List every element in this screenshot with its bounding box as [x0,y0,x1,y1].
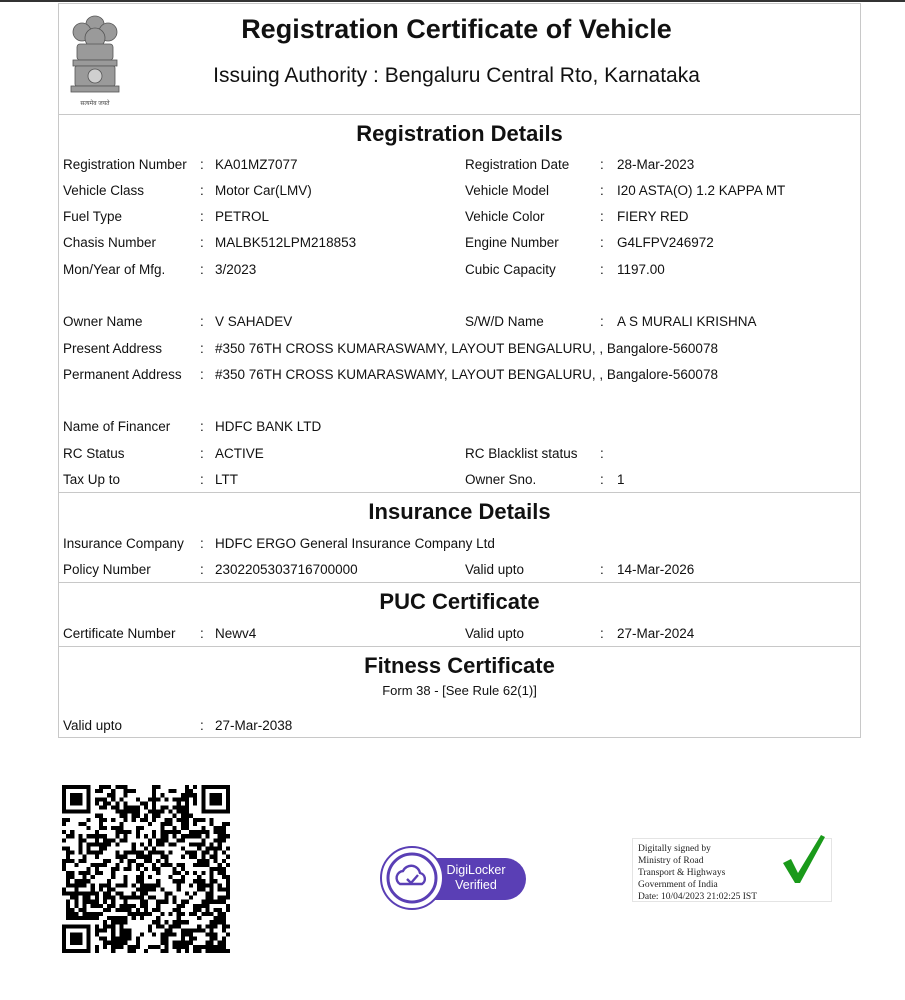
permanent-address-value: #350 76TH CROSS KUMARASWAMY, LAYOUT BENGALURU, , Bangalore-560078 [215,367,718,382]
rc-status-row [59,446,860,466]
present-address-value: #350 76TH CROSS KUMARASWAMY, LAYOUT BENGALURU, , Bangalore-560078 [215,341,718,356]
page-title: Registration Certificate of Vehicle [241,14,672,44]
colon: : [200,262,204,277]
colon: : [200,157,204,172]
divider [59,492,860,493]
puc-certificate-title: PUC Certificate [379,589,540,614]
detail-row [59,157,860,177]
owner-name-value: V SAHADEV [215,314,293,329]
colon: : [200,183,204,198]
fitness-row [59,718,860,738]
colon: : [600,235,604,250]
field-value: I20 ASTA(O) 1.2 KAPPA MT [617,183,786,198]
field-value: FIERY RED [617,209,689,224]
certificate-number-label: Certificate Number [63,626,176,641]
field-value: Motor Car(LMV) [215,183,312,198]
policy-number-value: 2302205303716700000 [215,562,358,577]
puc-valid-value: 27-Mar-2024 [617,626,695,641]
digital-signature-box [632,838,832,902]
puc-row [59,626,860,646]
signature-line: Date: 10/04/2023 21:02:25 IST [638,892,758,902]
detail-row [59,262,860,282]
digilocker-text [436,863,516,893]
permanent-address-label: Permanent Address [63,367,182,382]
insurance-valid-value: 14-Mar-2026 [617,562,695,577]
field-value: MALBK512LPM218853 [215,235,357,250]
field-value: 3/2023 [215,262,257,277]
rc-status-value: ACTIVE [215,446,264,461]
rc-blacklist-label: RC Blacklist status [465,446,578,461]
detail-row [59,183,860,203]
field-label: Mon/Year of Mfg. [63,262,166,277]
field-label: Vehicle Model [465,183,550,198]
colon: : [600,314,604,329]
financer-label: Name of Financer [63,419,171,434]
signature-line: Transport & Highways [638,868,726,878]
digilocker-verified-badge [380,846,528,910]
policy-row [59,562,860,582]
colon: : [200,536,204,551]
signature-line: Government of India [638,880,718,890]
insurance-company-value: HDFC ERGO General Insurance Company Ltd [215,536,495,551]
owner-row [59,314,860,334]
signature-line: Ministry of Road [638,856,704,866]
policy-number-label: Policy Number [63,562,151,577]
puc-valid-label: Valid upto [465,626,525,641]
certificate-number-value: Newv4 [215,626,257,641]
colon: : [600,446,604,461]
registration-details-title: Registration Details [356,121,563,146]
issuing-authority: Issuing Authority : Bengaluru Central Rto, Karnataka [213,64,700,87]
colon: : [600,262,604,277]
present-address-row [59,341,860,361]
digilocker-line1: DigiLocker [446,863,506,877]
colon: : [200,209,204,224]
colon: : [200,562,204,577]
swd-name-value: A S MURALI KRISHNA [617,314,757,329]
insurance-details-title: Insurance Details [368,499,551,524]
signature-text [638,843,757,903]
owner-name-label: Owner Name [63,314,143,329]
field-label: Vehicle Class [63,183,145,198]
field-label: Vehicle Color [465,209,545,224]
top-rule [0,0,905,2]
certificate-header [59,4,860,115]
detail-row [59,235,860,255]
colon: : [600,472,604,487]
owner-sno-label: Owner Sno. [465,472,537,487]
fitness-form-note: Form 38 - [See Rule 62(1)] [382,683,537,698]
checkmark-icon [781,833,825,885]
tax-label: Tax Up to [63,472,121,487]
fitness-certificate-title: Fitness Certificate [364,653,555,678]
colon: : [200,314,204,329]
colon: : [200,419,204,434]
colon: : [200,341,204,356]
colon: : [600,562,604,577]
owner-sno-value: 1 [617,472,625,487]
colon: : [200,626,204,641]
colon: : [600,626,604,641]
insurance-company-row [59,536,860,556]
insurance-company-label: Insurance Company [63,536,184,551]
field-label: Registration Number [63,157,187,172]
present-address-label: Present Address [63,341,163,356]
colon: : [200,367,204,382]
field-value: 28-Mar-2023 [617,157,695,172]
field-value: KA01MZ7077 [215,157,298,172]
financer-value: HDFC BANK LTD [215,419,322,434]
rc-status-label: RC Status [63,446,125,461]
qr-code [62,785,230,953]
emblem-caption: सत्यमेव जयते [80,101,110,107]
colon: : [600,183,604,198]
colon: : [200,472,204,487]
financer-row [59,419,860,439]
fitness-valid-label: Valid upto [63,718,123,733]
divider [59,582,860,583]
colon: : [200,446,204,461]
field-label: Chasis Number [63,235,157,250]
tax-value: LTT [215,472,238,487]
field-label: Engine Number [465,235,559,250]
field-label: Cubic Capacity [465,262,556,277]
insurance-valid-label: Valid upto [465,562,525,577]
colon: : [200,718,204,733]
divider [59,646,860,647]
permanent-address-row [59,367,860,387]
colon: : [600,209,604,224]
digilocker-line2: Verified [455,878,497,892]
field-value: PETROL [215,209,270,224]
signature-line: Digitally signed by [638,844,711,854]
tax-row [59,472,860,492]
field-value: 1197.00 [617,262,665,277]
field-value: G4LFPV246972 [617,235,714,250]
detail-row [59,209,860,229]
colon: : [200,235,204,250]
colon: : [600,157,604,172]
fitness-valid-value: 27-Mar-2038 [215,718,293,733]
field-label: Registration Date [465,157,570,172]
swd-name-label: S/W/D Name [465,314,544,329]
rc-certificate [58,3,861,738]
field-label: Fuel Type [63,209,123,224]
